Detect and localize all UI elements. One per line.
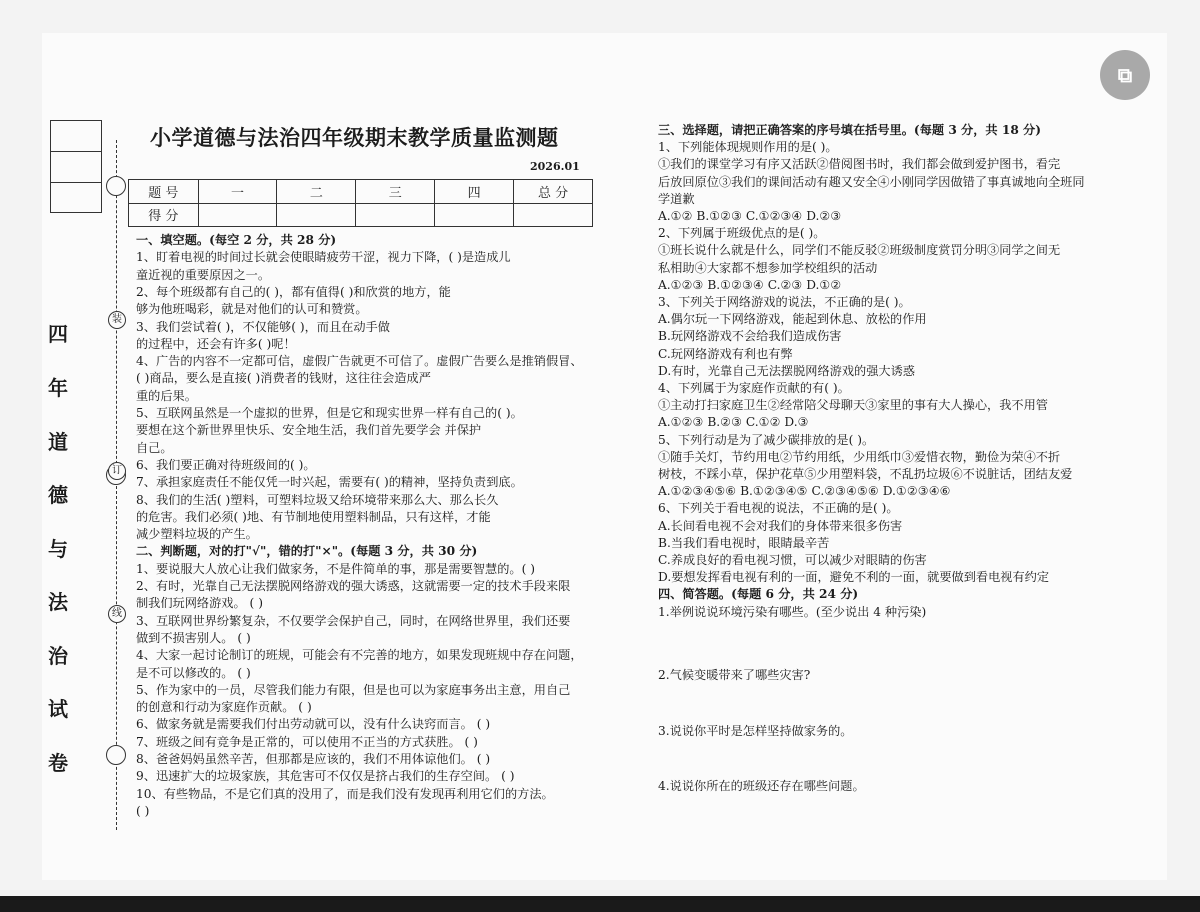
score-table-header-row (129, 180, 593, 204)
section-heading: 三、选择题，请把正确答案的序号填在括号里。(每题 3 分，共 18 分) (658, 123, 1042, 137)
question-line: 学道歉 (658, 191, 695, 206)
question-line: 1、要说服大人放心让我们做家务，不是件简单的事，那是需要智慧的。( ) (136, 561, 535, 576)
question-line: 6、我们要正确对待班级间的( )。 (136, 457, 316, 472)
question-line: 6、下列关于看电视的说法，不正确的是( )。 (658, 501, 899, 516)
question-line: A.①②③④⑤⑥ B.①②③④⑤ C.②③④⑤⑥ D.①②③④⑥ (658, 484, 951, 499)
score-input-cell[interactable] (514, 203, 593, 227)
short-answer-question: 3.说说你平时是怎样坚持做家务的。 (658, 724, 853, 738)
score-cell: 得 分 (129, 203, 199, 227)
question-line: A.偶尔玩一下网络游戏，能起到休息、放松的作用 (658, 312, 927, 327)
side-title-char: 卷 (48, 751, 68, 775)
question-line: 树枝，不踩小草，保护花草⑤少用塑料袋，不乱扔垃圾⑥不说脏话，团结友爱 (658, 467, 1073, 481)
binding-hole (106, 176, 126, 196)
score-cell: 三 (356, 180, 435, 204)
binding-mark: 订 (108, 462, 126, 480)
score-cell: 二 (277, 180, 356, 204)
question-line: 1、下列能体现规则作用的是( )。 (658, 140, 838, 155)
binding-hole (106, 745, 126, 765)
exam-title: 小学道德与法治四年级期末教学质量监测题 (150, 125, 559, 150)
score-input-cell[interactable] (277, 203, 356, 227)
question-line: 的创意和行动为家庭作贡献。 ( ) (136, 700, 312, 715)
question-line: 够为他班喝彩，就是对他们的认可和赞赏。 (136, 302, 368, 317)
bottom-bar (0, 896, 1200, 912)
question-line: 4、广告的内容不一定都可信，虚假广告就更不可信了。虚假广告要么是推销假冒、 (136, 354, 583, 369)
question-line: A.长间看电视不会对我们的身体带来很多伤害 (658, 518, 903, 533)
side-title-char: 试 (48, 697, 68, 721)
question-line: 4、下列属于为家庭作贡献的有( )。 (658, 381, 850, 395)
question-line: 是不可以修改的。 ( ) (136, 665, 251, 680)
exam-date: 2026.01 (530, 160, 580, 173)
question-line: 要想在这个新世界里快乐、安全地生活，我们首先要学会 并保护 (136, 423, 482, 438)
question-line: D.有时，光靠自己无法摆脱网络游戏的强大诱惑 (658, 363, 915, 378)
question-line: ①随手关灯，节约用电②节约用纸，少用纸巾③爱惜衣物，勤俭为荣④不折 (658, 449, 1061, 464)
question-line: 9、迅速扩大的垃圾家族，其危害可不仅仅是挤占我们的生存空间。 ( ) (136, 769, 515, 784)
question-line: B.当我们看电视时，眼睛最辛苦 (658, 535, 830, 550)
question-line: 后放回原位③我们的课间活动有趣又安全④小刚同学因做错了事真诚地向全班同 (658, 174, 1085, 189)
question-line: 做到不损害别人。 ( ) (136, 630, 251, 645)
question-line: 制我们玩网络游戏。 ( ) (136, 596, 263, 611)
side-title-char: 年 (48, 376, 68, 400)
binding-line (116, 140, 117, 830)
section-heading: 二、判断题，对的打"√"，错的打"×"。(每题 3 分，共 30 分) (136, 544, 478, 559)
binding-mark: 装 (108, 311, 126, 329)
question-line: 8、我们的生活( )塑料，可塑料垃圾又给环境带来那么大、那么长久 (136, 492, 499, 507)
question-line: 8、爸爸妈妈虽然辛苦，但那都是应该的，我们不用体谅他们。 ( ) (136, 752, 491, 766)
score-input-cell[interactable] (356, 203, 435, 227)
question-line: ①我们的课堂学习有序又活跃②借阅图书时，我们都会做到爱护图书，看完 (658, 157, 1061, 172)
score-table (128, 179, 593, 227)
section-heading: 四、简答题。(每题 6 分，共 24 分) (658, 587, 859, 602)
side-title-char: 法 (48, 590, 68, 614)
question-line: D.要想发挥看电视有利的一面，避免不利的一面，就要做到看电视有约定 (658, 570, 1050, 585)
question-line: 2、每个班级都有自己的( )，都有值得( )和欣赏的地方，能 (136, 284, 451, 299)
name-box-2 (50, 150, 102, 183)
question-line: 自己。 (136, 440, 173, 455)
question-line: 5、下列行动是为了减少碳排放的是( )。 (658, 432, 875, 447)
side-title-char: 治 (48, 644, 68, 668)
side-title-char: 德 (48, 483, 68, 507)
question-line: 1.举例说说环境污染有哪些。(至少说出 4 种污染) (658, 604, 927, 619)
question-line: 的过程中，还会有许多( )呢！ (136, 336, 296, 351)
question-line: B.玩网络游戏不会给我们造成伤害 (658, 329, 842, 344)
question-line: 4、大家一起讨论制订的班规，可能会有不完善的地方，如果发现班规中存在问题， (136, 648, 583, 663)
question-line: 私相助④大家都不想参加学校组织的活动 (658, 260, 878, 275)
question-line: A.①② B.①②③ C.①②③④ D.②③ (658, 209, 842, 223)
question-line: C.养成良好的看电视习惯，可以减少对眼睛的伤害 (658, 553, 927, 567)
side-title-char: 四 (48, 322, 68, 346)
question-line: A.①②③ B.②③ C.①② D.③ (658, 415, 809, 430)
question-line: 2、下列属于班级优点的是( )。 (658, 226, 826, 241)
question-line: C.玩网络游戏有利也有弊 (658, 346, 793, 361)
copy-icon: ⧉ (1117, 63, 1133, 87)
question-line: 1、盯着电视的时间过长就会使眼睛疲劳干涩，视力下降，( )是造成儿 (136, 250, 511, 265)
question-line: 减少塑料垃圾的产生。 (136, 527, 258, 542)
side-title-char: 与 (48, 537, 68, 561)
question-line: 的危害。我们必须( )地、有节制地使用塑料制品，只有这样，才能 (136, 509, 491, 524)
question-line: 7、承担家庭责任不能仅凭一时兴起，需要有( )的精神，坚持负责到底。 (136, 475, 523, 490)
score-input-cell[interactable] (435, 203, 514, 227)
score-table-score-row (129, 203, 593, 227)
question-line: A.①②③ B.①②③④ C.②③ D.①② (658, 277, 842, 292)
question-line: 6、做家务就是需要我们付出劳动就可以，没有什么诀窍而言。 ( ) (136, 717, 491, 732)
question-line: 3、下列关于网络游戏的说法，不正确的是( )。 (658, 295, 911, 309)
section-heading: 一、填空题。(每空 2 分，共 28 分) (136, 233, 337, 247)
score-cell: 四 (435, 180, 514, 204)
question-line: ①主动打扫家庭卫生②经常陪父母聊天③家里的事有大人操心，我不用管 (658, 398, 1048, 413)
question-line: ( ) (136, 803, 150, 818)
short-answer-question: 2.气候变暖带来了哪些灾害? (658, 668, 811, 682)
score-cell: 一 (198, 180, 277, 204)
question-line: 5、互联网虽然是一个虚拟的世界，但是它和现实世界一样有自己的( )。 (136, 406, 523, 420)
question-line: 10、有些物品，不是它们真的没用了，而是我们没有发现再利用它们的方法。 (136, 786, 554, 801)
name-box-1 (50, 120, 102, 152)
short-answer-question: 4.说说你所在的班级还存在哪些问题。 (658, 779, 865, 793)
question-line: 3、互联网世界纷繁复杂，不仅要学会保护自己，同时，在网络世界里，我们还要 (136, 613, 571, 628)
question-line: ( )商品，要么是直接( )消费者的钱财，这往往会造成严 (136, 371, 431, 386)
question-line: 重的后果。 (136, 388, 197, 403)
question-line: ①班长说什么就是什么，同学们不能反驳②班级制度赏罚分明③同学之间无 (658, 243, 1061, 258)
binding-mark: 线 (108, 605, 126, 623)
question-line: 童近视的重要原因之一。 (136, 267, 271, 282)
side-title-char: 道 (48, 430, 68, 454)
question-line: 7、班级之间有竞争是正常的，可以使用不正当的方式获胜。 ( ) (136, 734, 478, 749)
copy-button[interactable] (1100, 50, 1150, 100)
score-cell: 总 分 (514, 180, 593, 204)
question-line: 5、作为家中的一员，尽管我们能力有限，但是也可以为家庭事务出主意，用自己 (136, 682, 571, 697)
score-input-cell[interactable] (198, 203, 277, 227)
score-cell: 题 号 (129, 180, 199, 204)
name-box-3 (50, 182, 102, 213)
question-line: 3、我们尝试着( )，不仅能够( )，而且在动手做 (136, 319, 390, 334)
question-line: 2、有时，光靠自己无法摆脱网络游戏的强大诱惑，这就需要一定的技术手段来限 (136, 579, 571, 593)
